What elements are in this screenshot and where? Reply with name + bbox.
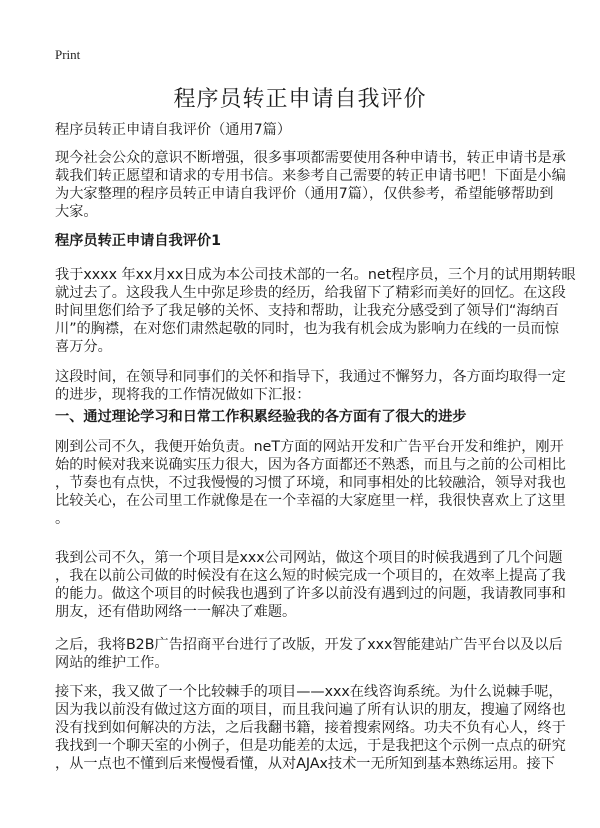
text-line: 川”的胸襟，在对您们肃然起敬的同时，也为我有机会成为影响力在线的一员而惊 — [55, 321, 559, 337]
page-title: 程序员转正申请自我评价 — [173, 87, 427, 112]
text-line: 为大家整理的程序员转正申请自我评价（通用7篇），仅供参考，希望能够帮助到 — [55, 186, 554, 202]
text-line: ，我在以前公司做的时候没有在这么短的时候完成一个项目的，在效率上提高了我 — [55, 568, 566, 584]
text-line: ，从一点也不懂到后来慢慢看懂，从对AJAx技术一无所知到基本熟练运用。接下 — [55, 756, 555, 772]
text-line: 我找到一个聊天室的小例子，但是功能差的太远，于是我把这个示例一点点的研究 — [55, 738, 566, 754]
text-line: 时间里您们给予了我足够的关怀、支持和帮助，让我充分感受到了领导们“海纳百 — [55, 303, 559, 319]
text-line: 大家。 — [55, 204, 98, 220]
paragraph-4 — [55, 549, 566, 621]
heading-text: 一、通过理论学习和日常工作积累经验我的各方面有了很大的进步 — [55, 409, 467, 425]
section-heading-2 — [55, 408, 555, 426]
print-link[interactable]: Print — [55, 47, 81, 62]
paragraph-2 — [55, 368, 566, 404]
section-heading-1 — [55, 232, 555, 250]
text-line: 没有找到如何解决的方法，之后我翻书籍，接着搜索网络。功夫不负有心人，终于 — [55, 720, 566, 736]
paragraph-3 — [55, 438, 566, 528]
text-line: 我到公司不久，第一个项目是xxx公司网站，做这个项目的时候我遇到了几个问题 — [55, 550, 563, 566]
text-line: ，节奏也有点快，不过我慢慢的习惯了环境，和同事相处的比较融洽，领导对我也 — [55, 475, 566, 491]
paragraph-5 — [55, 636, 563, 672]
paragraph-1 — [55, 266, 576, 356]
text-line: 喜万分。 — [55, 339, 112, 355]
text-line: 接下来，我又做了一个比较棘手的项目——xxx在线咨询系统。为什么说棘手呢， — [55, 684, 563, 700]
text-line: 刚到公司不久，我便开始负责。neT方面的网站开发和广告平台开发和维护，刚开 — [55, 439, 564, 455]
text-line: 我于xxxx 年xx月xx日成为本公司技术部的一名。net程序员，三个月的试用期转眼 — [55, 267, 576, 283]
text-line: 的进步，现将我的工作情况做如下汇报： — [55, 387, 311, 403]
subtitle — [55, 121, 555, 139]
text-line: 网站的维护工作。 — [55, 655, 169, 671]
paragraph-6 — [55, 683, 566, 773]
text-line: 这段时间，在领导和同事们的关怀和指导下，我通过不懈努力，各方面均取得一定 — [55, 369, 566, 385]
text-line: 的能力。做这个项目的时候我也遇到了许多以前没有遇到过的问题，我请教同事和 — [55, 586, 566, 602]
text-line: 始的时候对我来说确实压力很大，因为各方面都还不熟悉，而且与之前的公司相比 — [55, 457, 566, 473]
text-line: 比较关心，在公司里工作就像是在一个幸福的大家庭里一样，我很快喜欢上了这里 — [55, 493, 566, 509]
text-line: 因为我以前没有做过这方面的项目，而且我问遍了所有认识的朋友，搜遍了网络也 — [55, 702, 566, 718]
heading-text: 程序员转正申请自我评价1 — [55, 233, 221, 249]
text-line: 就过去了。这段我人生中弥足珍贵的经历，给我留下了精彩而美好的回忆。在这段 — [55, 285, 566, 301]
text-line: 载我们转正愿望和请求的专用书信。来参考自己需要的转正申请书吧！下面是小编 — [55, 168, 566, 184]
text-line: 现今社会公众的意识不断增强，很多事项都需要使用各种申请书，转正申请书是承 — [55, 150, 566, 166]
text-line: 。 — [55, 511, 70, 527]
text-line: 之后，我将B2B广告招商平台进行了改版，开发了xxx智能建站广告平台以及以后 — [55, 637, 563, 653]
text-line: 朋友，还有借助网络一一解决了难题。 — [55, 604, 297, 620]
subtitle-text: 程序员转正申请自我评价（通用7篇） — [55, 122, 292, 138]
intro-paragraph — [55, 149, 566, 221]
